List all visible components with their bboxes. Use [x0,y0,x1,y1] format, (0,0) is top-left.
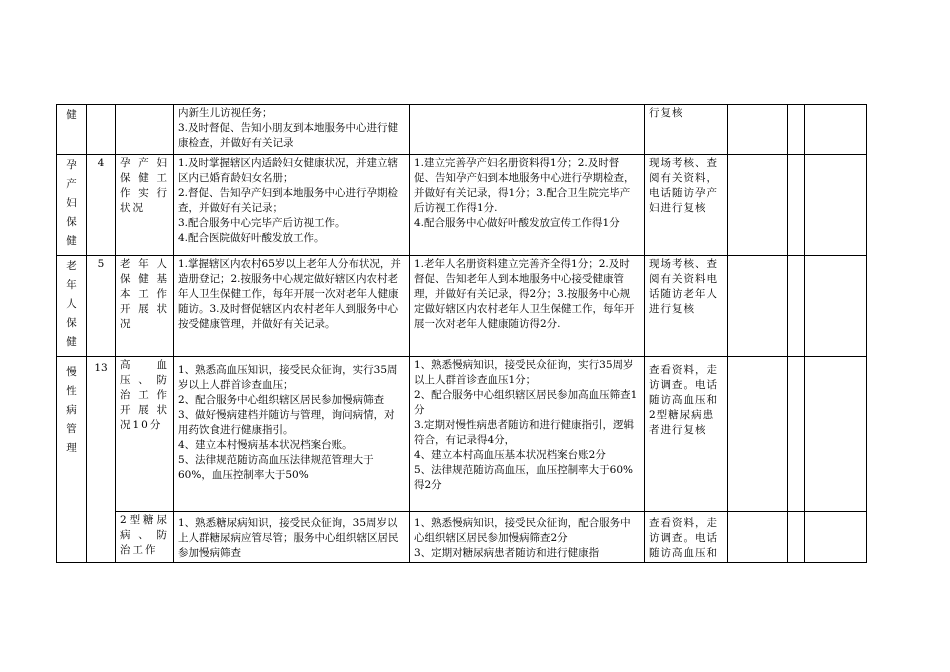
item-cell: 孕产妇保健工作实行状况 [116,155,174,256]
category-cell: 孕产妇保健 [57,155,87,256]
table-row [57,105,867,155]
content-cell: 1.掌握辖区内农村65岁以上老年人分布状况，并造册登记；2.按服务中心规定做好辖区内农村老年人卫生保健工作，每年开展一次对老年人健康随访。3.及时督促辖区内农村老年人到服务中心按受健康管理，并做好有关记录。 [174,256,410,357]
score-cell: 13 [87,357,116,563]
category-cell: 慢性病管理 [57,357,87,563]
category-cell: 老年人保健 [57,256,87,357]
score-cell [87,105,116,155]
criteria-cell: 1、熟悉慢病知识，接受民众征询，实行35周岁以上人群首诊查血压1分； 2、配合服务中心组织辖区居民参加高血压筛查1分 3.定期对慢性病患者随访和进行健康指引，逻辑符合，有记录得4分， 4、建立本村高血压基本状况档案台账2分 5、法律规范随访高血压，血压控制率大于60%得2分 [410,357,645,512]
blank-cell [728,105,788,155]
blank-cell [805,105,867,155]
score-cell: 5 [87,256,116,357]
blank-cell [728,357,788,512]
blank-cell [805,155,867,256]
table-row [57,512,867,563]
method-cell: 现场考核、查阅有关资料，电话随访孕产妇进行复核 [645,155,728,256]
table-row [57,256,867,357]
item-cell: 2型糖尿病、防治工作 [116,512,174,563]
blank-cell [788,155,805,256]
blank-cell [805,256,867,357]
table-row [57,155,867,256]
criteria-cell [410,105,645,155]
content-cell: 1.及时掌握辖区内适龄妇女健康状况，并建立辖区内已婚育龄妇女名册； 2.督促、告知孕产妇到本地服务中心进行孕期检查，并做好有关记录； 3.配合服务中心完毕产后访视工作。 4.配合医院做好叶酸发放工作。 [174,155,410,256]
blank-cell [728,155,788,256]
criteria-cell: 1、熟悉慢病知识，接受民众征询，配合服务中心组织辖区居民参加慢病筛查2分 3、定期对糖尿病患者随访和进行健康指 [410,512,645,563]
content-cell: 1、熟悉高血压知识，接受民众征询，实行35周岁以上人群首诊查血压； 2、配合服务中心组织辖区居民参加慢病筛查 3、做好慢病建档并随访与管理，询问病情，对用药饮食进行健康指引。 4、建立本村慢病基本状况档案台账。 5、法律规范随访高血压法律规范管理大于60%，血压控制率大于50% [174,357,410,512]
score-cell: 4 [87,155,116,256]
item-cell [116,105,174,155]
category-cell: 健 [57,105,87,155]
criteria-cell: 1.建立完善孕产妇名册资料得1分；2.及时督促、告知孕产妇到本地服务中心进行孕期检查，并做好有关记录，得1分；3.配合卫生院完毕产后访视工作得1分. 4.配合服务中心做好叶酸发放宣传工作得1分 [410,155,645,256]
method-cell: 查看资料，走访调查。电话随访高血压和 [645,512,728,563]
assessment-table [56,104,867,563]
blank-cell [788,256,805,357]
blank-cell [728,512,788,563]
item-cell: 老年人保健基本工作开展状况 [116,256,174,357]
blank-cell [788,105,805,155]
blank-cell [788,357,805,512]
method-cell: 现场考核、查阅有关资料电话随访老年人进行复核 [645,256,728,357]
item-cell: 高血压、防治工作开展状况10分 [116,357,174,512]
blank-cell [805,357,867,512]
blank-cell [788,512,805,563]
criteria-cell: 1.老年人名册资料建立完善齐全得1分；2.及时督促、告知老年人到本地服务中心接受健康管理，并做好有关记录，得2分；3.按服务中心规定做好辖区内农村老年人卫生保健工作，每年开展一次对老年人健康随访得2分. [410,256,645,357]
method-cell: 行复核 [645,105,728,155]
blank-cell [728,256,788,357]
method-cell: 查看资料，走访调查。电话随访高血压和2型糖尿病患者进行复核 [645,357,728,512]
blank-cell [805,512,867,563]
content-cell: 内新生儿访视任务； 3.及时督促、告知小朋友到本地服务中心进行健康检查，并做好有关记录 [174,105,410,155]
table-row [57,357,867,512]
content-cell: 1、熟悉糖尿病知识，接受民众征询，35周岁以上人群糖尿病应管尽管；服务中心组织辖区居民参加慢病筛查 [174,512,410,563]
